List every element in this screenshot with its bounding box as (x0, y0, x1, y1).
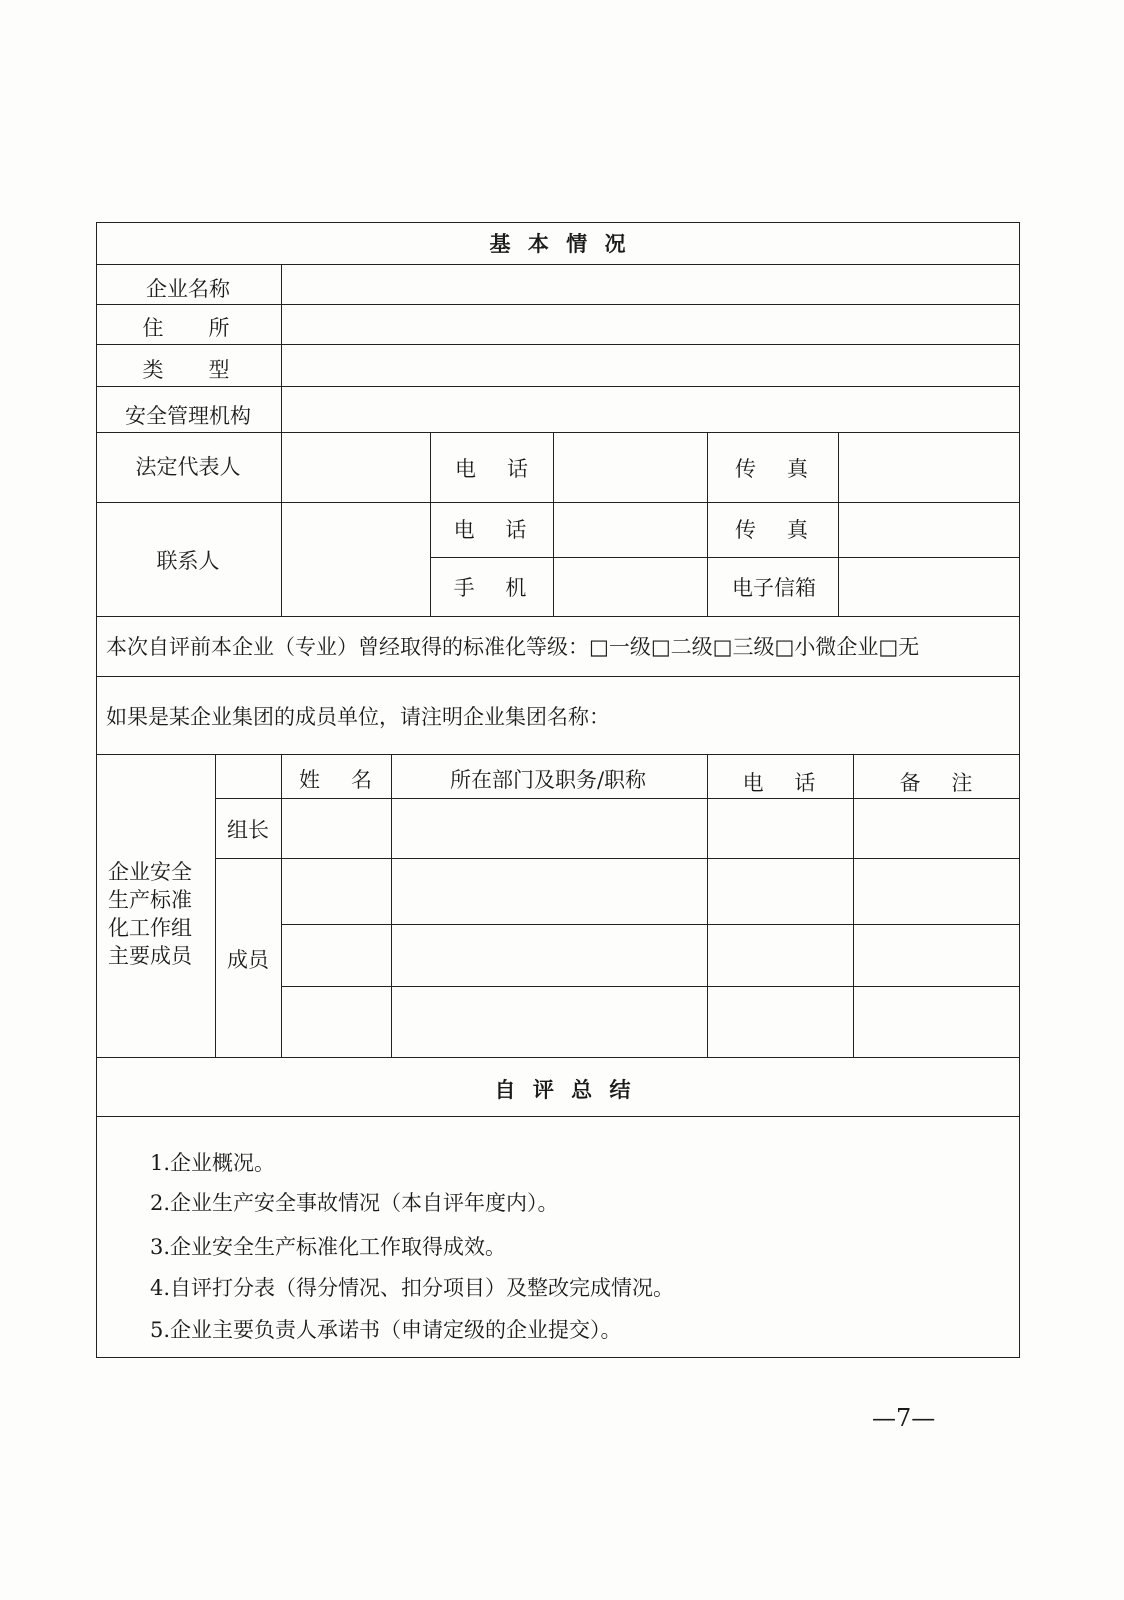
col-divider (707, 432, 708, 616)
contact-label: 联系人 (156, 549, 220, 573)
col-divider (707, 754, 708, 1057)
row-divider (96, 676, 1020, 677)
row-divider (215, 858, 1020, 859)
legal-rep-fax-label: 传 真 (735, 457, 813, 481)
col-dept-header: 所在部门及职务/职称 (449, 768, 647, 792)
col-divider (281, 264, 282, 616)
row-divider (96, 616, 1020, 617)
col-divider (430, 432, 431, 616)
row-divider (96, 386, 1020, 387)
group-member-statement: 如果是某企业集团的成员单位，请注明企业集团名称： (106, 705, 610, 729)
col-divider (838, 432, 839, 616)
leader-label: 组长 (227, 818, 269, 842)
col-note-header: 备 注 (899, 771, 985, 795)
contact-fax-label: 传 真 (735, 518, 813, 542)
basic-section-title: 基 本 情 况 (489, 231, 631, 256)
col-divider (391, 754, 392, 1057)
team-label: 企业安全生产标准化工作组主要成员 (108, 860, 192, 968)
legal-rep-label: 法定代表人 (135, 455, 241, 479)
col-divider (215, 754, 216, 1057)
row-divider (96, 754, 1020, 755)
safety-org-label: 安全管理机构 (125, 404, 251, 428)
previous-level-statement: 本次自评前本企业（专业）曾经取得的标准化等级：□一级□二级□三级□小微企业□无 (106, 635, 920, 659)
contact-phone-label: 电 话 (453, 518, 539, 542)
col-phone-header: 电 话 (742, 771, 828, 795)
mobile-label: 手 机 (453, 576, 539, 600)
summary-item: 1.企业概况。 (150, 1151, 276, 1175)
email-label: 电子信箱 (732, 576, 816, 600)
col-divider (281, 754, 282, 1057)
row-divider (96, 502, 1020, 503)
row-divider (215, 798, 1020, 799)
row-divider (96, 1057, 1020, 1058)
address-label: 住 所 (142, 316, 242, 340)
row-divider (96, 304, 1020, 305)
row-divider (430, 557, 1020, 558)
row-divider (96, 1116, 1020, 1117)
summary-item: 4.自评打分表（得分情况、扣分项目）及整改完成情况。 (150, 1276, 675, 1300)
type-label: 类 型 (142, 358, 242, 382)
col-name-header: 姓 名 (299, 768, 377, 792)
row-divider (96, 344, 1020, 345)
summary-item: 3.企业安全生产标准化工作取得成效。 (150, 1235, 507, 1259)
col-divider (853, 754, 854, 1057)
summary-item: 2.企业生产安全事故情况（本自评年度内）。 (150, 1191, 559, 1215)
company-name-label: 企业名称 (146, 277, 230, 301)
members-label: 成员 (227, 948, 269, 972)
page-number: —7— (872, 1404, 936, 1432)
summary-item: 5.企业主要负责人承诺书（申请定级的企业提交）。 (150, 1318, 622, 1342)
legal-rep-phone-label: 电 话 (455, 457, 533, 481)
row-divider (96, 432, 1020, 433)
summary-section-title: 自 评 总 结 (494, 1077, 636, 1102)
col-divider (553, 432, 554, 616)
row-divider (96, 264, 1020, 265)
